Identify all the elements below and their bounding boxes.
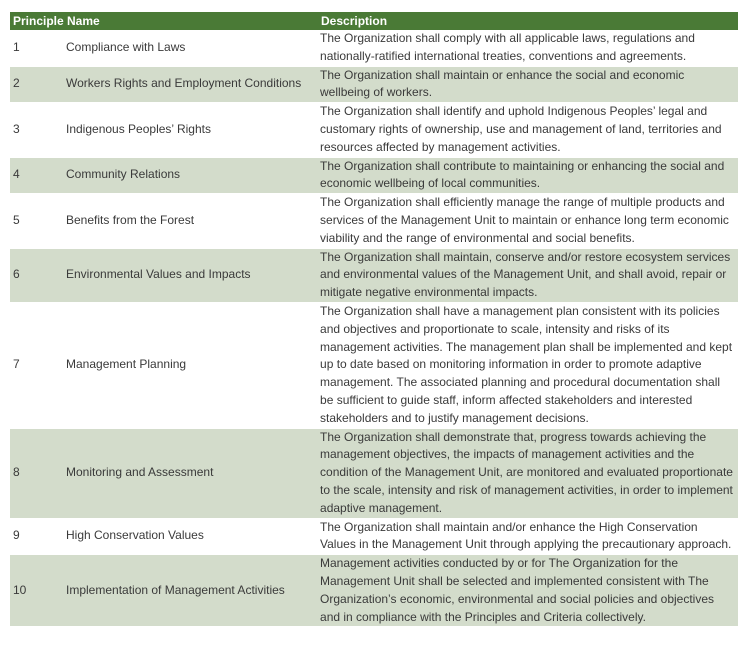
header-principle-name: Principle Name [10,12,318,30]
principle-name: Benefits from the Forest [64,194,318,248]
principle-description: The Organization shall identify and uphold Indigenous Peoples’ legal and customary rights of ownership, use and management of land, territories and resources affected by management activities. [318,103,738,157]
principle-description: The Organization shall have a management plan consistent with its policies and objectives and proportionate to scale, intensity and risks of its management activities. The management plan shall be implemented and kept up to date based on monitoring information in order to promote adaptive management. The associated planning and procedural documentation shall be sufficient to guide staff, inform affected stakeholders and interested stakeholders and to justify management decisions. [318,302,738,428]
principle-name: Indigenous Peoples’ Rights [64,103,318,157]
table-row [10,194,738,248]
principle-name: Community Relations [64,157,318,194]
table-row [10,248,738,302]
principles-table-container [10,12,738,627]
principle-name: Monitoring and Assessment [64,428,318,518]
principle-name: High Conservation Values [64,518,318,555]
principle-number: 10 [10,555,64,627]
principle-name: Environmental Values and Impacts [64,248,318,302]
principle-number: 9 [10,518,64,555]
principle-description: The Organization shall comply with all applicable laws, regulations and nationally-ratified international treaties, conventions and agreements. [318,30,738,66]
principle-name: Implementation of Management Activities [64,555,318,627]
table-row [10,103,738,157]
principle-number: 3 [10,103,64,157]
principle-description: The Organization shall maintain, conserve and/or restore ecosystem services and environmental values of the Management Unit, and shall avoid, repair or mitigate negative environmental impacts. [318,248,738,302]
principle-description: Management activities conducted by or for The Organization for the Management Unit shall be selected and implemented consistent with The Organization’s economic, environmental and social policies and objectives and in compliance with the Principles and Criteria collectively. [318,555,738,627]
table-row [10,302,738,428]
principles-table [10,12,738,627]
principle-description: The Organization shall demonstrate that, progress towards achieving the management objectives, the impacts of management activities and the condition of the Management Unit, are monitored and evaluated proportionate to the scale, intensity and risk of management activities, in order to implement adaptive management. [318,428,738,518]
table-header-row [10,12,738,30]
principle-number: 5 [10,194,64,248]
principle-number: 2 [10,66,64,103]
principle-number: 4 [10,157,64,194]
principle-name: Management Planning [64,302,318,428]
principle-number: 8 [10,428,64,518]
principle-number: 6 [10,248,64,302]
principle-name: Compliance with Laws [64,30,318,66]
principle-description: The Organization shall maintain and/or enhance the High Conservation Values in the Management Unit through applying the precautionary approach. [318,518,738,555]
table-row [10,66,738,103]
table-row [10,428,738,518]
table-row [10,518,738,555]
principle-description: The Organization shall efficiently manage the range of multiple products and services of the Management Unit to maintain or enhance long term economic viability and the range of environmental and social benefits. [318,194,738,248]
principle-description: The Organization shall contribute to maintaining or enhancing the social and economic wellbeing of local communities. [318,157,738,194]
table-row [10,30,738,66]
principle-number: 1 [10,30,64,66]
table-row [10,555,738,627]
principle-name: Workers Rights and Employment Conditions [64,66,318,103]
principle-description: The Organization shall maintain or enhance the social and economic wellbeing of workers. [318,66,738,103]
header-description: Description [318,12,738,30]
principle-number: 7 [10,302,64,428]
table-row [10,157,738,194]
